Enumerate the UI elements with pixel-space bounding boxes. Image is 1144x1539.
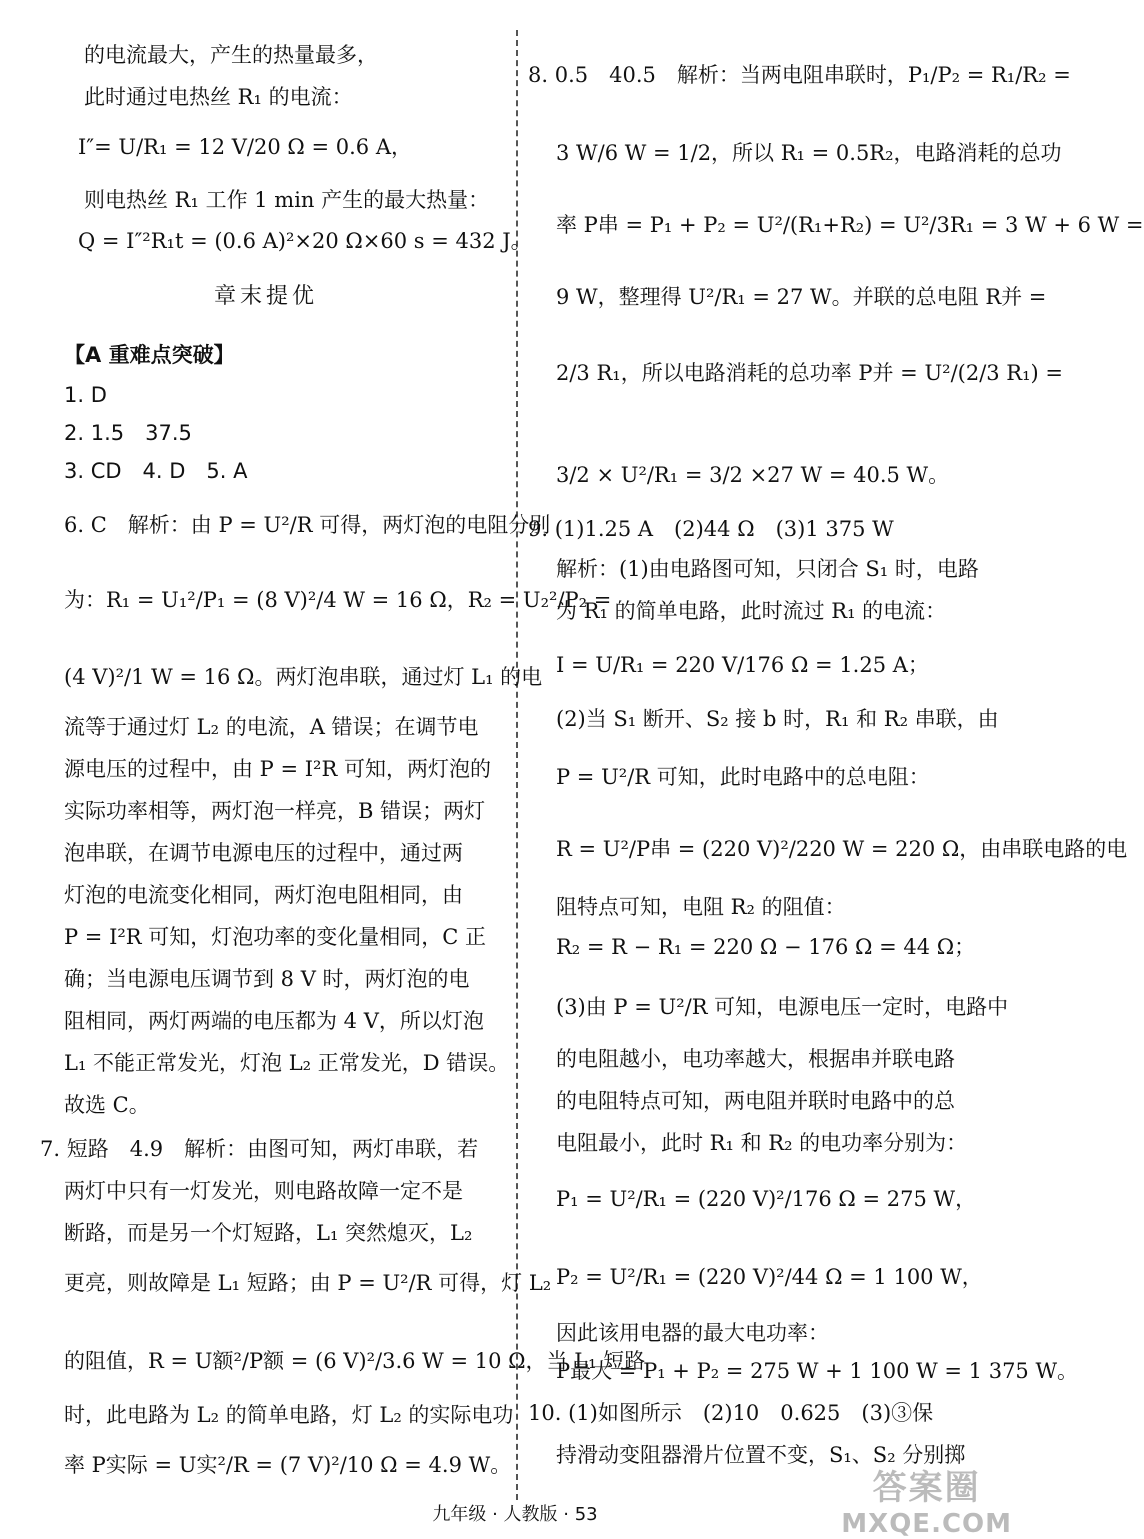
q6-line: 灯泡的电流变化相同，两灯泡电阻相同，由: [64, 883, 463, 907]
formula-line: I″= U/R₁ = 12 V/20 Ω = 0.6 A，: [78, 135, 412, 159]
q6-line: 流等于通过灯 L₂ 的电流，A 错误；在调节电: [64, 715, 479, 739]
q7-line: 的阻值，R = U额²/P额 = (6 V)²/3.6 W = 10 Ω，当 L₁ 短路: [64, 1349, 646, 1373]
q9-line: P₁ = U²/R₁ = (220 V)²/176 Ω = 275 W，: [556, 1187, 977, 1211]
q9-line: 的电阻特点可知，两电阻并联时电路中的总: [556, 1089, 955, 1113]
q9-line: R = U²/P串 = (220 V)²/220 W = 220 Ω，由串联电路的电: [556, 837, 1128, 861]
q8-line: 2/3 R₁，所以电路消耗的总功率 P并 = U²/(2/3 R₁) =: [556, 361, 1064, 385]
answer-line: 2. 1.5 37.5: [64, 421, 192, 445]
watermark-text-top: 答案圈: [872, 1468, 981, 1508]
q7-line: 7. 短路 4.9 解析：由图可知，两灯串联，若: [40, 1137, 479, 1161]
q8-line: 率 P串 = P₁ + P₂ = U²/(R₁+R₂) = U²/3R₁ = 3 W + 6 W =: [556, 213, 1144, 237]
q7-line: 更亮，则故障是 L₁ 短路；由 P = U²/R 可得，灯 L₂: [64, 1271, 552, 1295]
watermark-logo: [841, 1460, 1012, 1539]
q9-line: 电阻最小，此时 R₁ 和 R₂ 的电功率分别为：: [556, 1131, 968, 1155]
q6-line: 故选 C。: [64, 1093, 150, 1117]
q9-line: 阻特点可知，电阻 R₂ 的阻值：: [556, 895, 846, 919]
page-footer: 九年级 · 人教版 · 53: [432, 1504, 598, 1525]
q6-line: 确；当电源电压调节到 8 V 时，两灯泡的电: [64, 967, 470, 991]
q8-line: 3 W/6 W = 1/2，所以 R₁ = 0.5R₂，电路消耗的总功: [556, 141, 1062, 165]
text-line: 的电流最大，产生的热量最多，: [84, 43, 378, 67]
text-line: 此时通过电热丝 R₁ 的电流：: [84, 85, 353, 109]
q9-line: 解析：(1)由电路图可知，只闭合 S₁ 时，电路: [556, 557, 979, 581]
q6-line: 源电压的过程中，由 P = I²R 可知，两灯泡的: [64, 757, 491, 781]
q6-line: (4 V)²/1 W = 16 Ω。两灯泡串联，通过灯 L₁ 的电: [64, 665, 543, 689]
q7-line: 率 P实际 = U实²/R = (7 V)²/10 Ω = 4.9 W。: [64, 1453, 512, 1477]
part-header: 【A 重难点突破】: [64, 343, 235, 367]
answer-line: 3. CD 4. D 5. A: [64, 459, 248, 483]
q9-line: (2)当 S₁ 断开、S₂ 接 b 时，R₁ 和 R₂ 串联，由: [556, 707, 999, 731]
q10-line: 持滑动变阻器滑片位置不变，S₁、S₂ 分别掷: [556, 1443, 966, 1467]
section-title: 章末提优: [214, 284, 319, 309]
formula-line: Q = I″²R₁t = (0.6 A)²×20 Ω×60 s = 432 J。: [78, 229, 532, 253]
q6-line: 实际功率相等，两灯泡一样亮，B 错误；两灯: [64, 799, 486, 823]
text-line: 则电热丝 R₁ 工作 1 min 产生的最大热量：: [84, 188, 490, 212]
q9-line: P = U²/R 可知，此时电路中的总电阻：: [556, 765, 930, 789]
q8-line: 3/2 × U²/R₁ = 3/2 ×27 W = 40.5 W。: [556, 463, 950, 487]
q8-line: 9 W，整理得 U²/R₁ = 27 W。并联的总电阻 R并 =: [556, 285, 1047, 309]
q9-line: 因此该用电器的最大电功率：: [556, 1321, 829, 1345]
watermark-text-bottom: MXQE.COM: [841, 1509, 1012, 1539]
q7-line: 两灯中只有一灯发光，则电路故障一定不是: [64, 1179, 463, 1203]
q9-line: P₂ = U²/R₁ = (220 V)²/44 Ω = 1 100 W，: [556, 1265, 983, 1289]
q7-line: 时，此电路为 L₂ 的简单电路，灯 L₂ 的实际电功: [64, 1403, 514, 1427]
q9-line: I = U/R₁ = 220 V/176 Ω = 1.25 A；: [556, 653, 929, 677]
q6-line: L₁ 不能正常发光，灯泡 L₂ 正常发光，D 错误。: [64, 1051, 510, 1075]
q6-line: P = I²R 可知，灯泡功率的变化量相同，C 正: [64, 925, 487, 949]
q9-line: 为 R₁ 的简单电路，此时流过 R₁ 的电流：: [556, 599, 947, 623]
q9-line: 的电阻越小，电功率越大，根据串并联电路: [556, 1047, 955, 1071]
q8-line: 8. 0.5 40.5 解析：当两电阻串联时，P₁/P₂ = R₁/R₂ =: [528, 63, 1071, 87]
q9-line: (3)由 P = U²/R 可知，电源电压一定时，电路中: [556, 995, 1009, 1019]
q6-line: 泡串联，在调节电源电压的过程中，通过两: [64, 841, 463, 865]
q7-line: 断路，而是另一个灯短路，L₁ 突然熄灭，L₂: [64, 1221, 473, 1245]
q9-line: 9. (1)1.25 A (2)44 Ω (3)1 375 W: [528, 517, 894, 541]
answer-line: 1. D: [64, 383, 107, 407]
q9-line: P最大 = P₁ + P₂ = 275 W + 1 100 W = 1 375 W。: [556, 1359, 1079, 1383]
q10-line: 10. (1)如图所示 (2)10 0.625 (3)③保: [528, 1401, 934, 1425]
q6-line: 阻相同，两灯两端的电压都为 4 V，所以灯泡: [64, 1009, 484, 1033]
q6-line: 为：R₁ = U₁²/P₁ = (8 V)²/4 W = 16 Ω，R₂ = U₂²/P₂ =: [64, 588, 612, 612]
q6-line: 6. C 解析：由 P = U²/R 可得，两灯泡的电阻分别: [64, 513, 551, 537]
q9-line: R₂ = R − R₁ = 220 Ω − 176 Ω = 44 Ω；: [556, 935, 976, 959]
